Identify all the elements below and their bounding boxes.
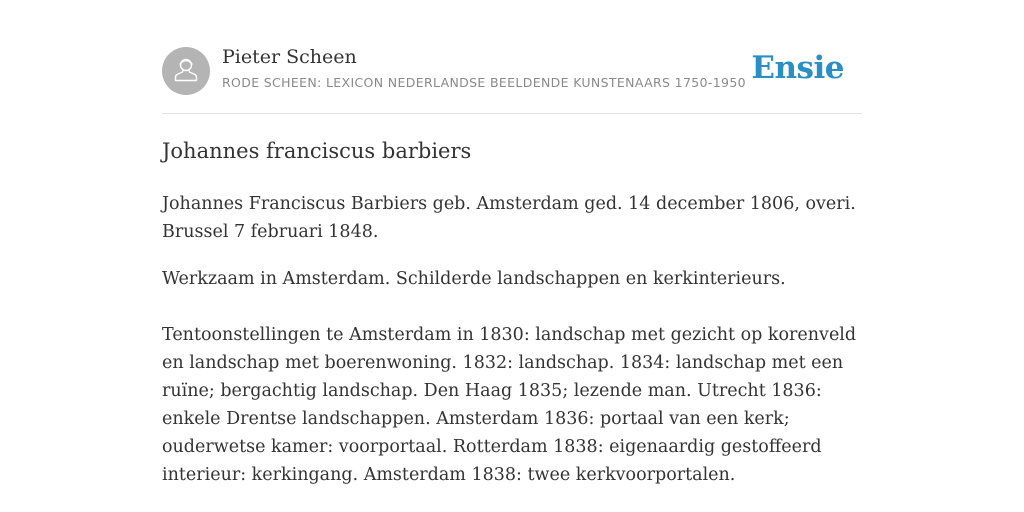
author-name[interactable]: Pieter Scheen bbox=[222, 46, 357, 68]
page-title: Johannes franciscus barbiers bbox=[162, 139, 472, 163]
article-paragraph: Johannes Franciscus Barbiers geb. Amsterdam ged. 14 december 1806, overi. Brussel 7 februari 1848. bbox=[162, 194, 856, 242]
article-paragraph: Werkzaam in Amsterdam. Schilderde landschappen en kerkinterieurs. bbox=[162, 269, 786, 289]
page-container bbox=[162, 0, 862, 485]
source-title[interactable]: RODE SCHEEN: LEXICON NEDERLANDSE BEELDENDE KUNSTENAARS 1750-1950 bbox=[222, 75, 746, 90]
article-paragraph: Tentoonstellingen te Amsterdam in 1830: landschap met gezicht op korenveld en landschap met boerenwoning. 1832: landschap. 1834: landschap met een ruïne; bergachtig landschap. Den Haag 1835; lezende man. Utrecht 1836: enkele Drentse landschappen. Amsterdam 1836: portaal van een kerk; ouderwetse kamer: voorportaal. Rotterdam 1838: eigenaardig gestoffeerd interieur: kerkingang. Amsterdam 1838: twee kerkvoorportalen. bbox=[162, 325, 857, 485]
user-icon bbox=[173, 55, 199, 87]
ensie-logo[interactable]: Ensie bbox=[751, 50, 844, 86]
avatar[interactable] bbox=[162, 47, 210, 95]
author-header bbox=[162, 0, 862, 114]
